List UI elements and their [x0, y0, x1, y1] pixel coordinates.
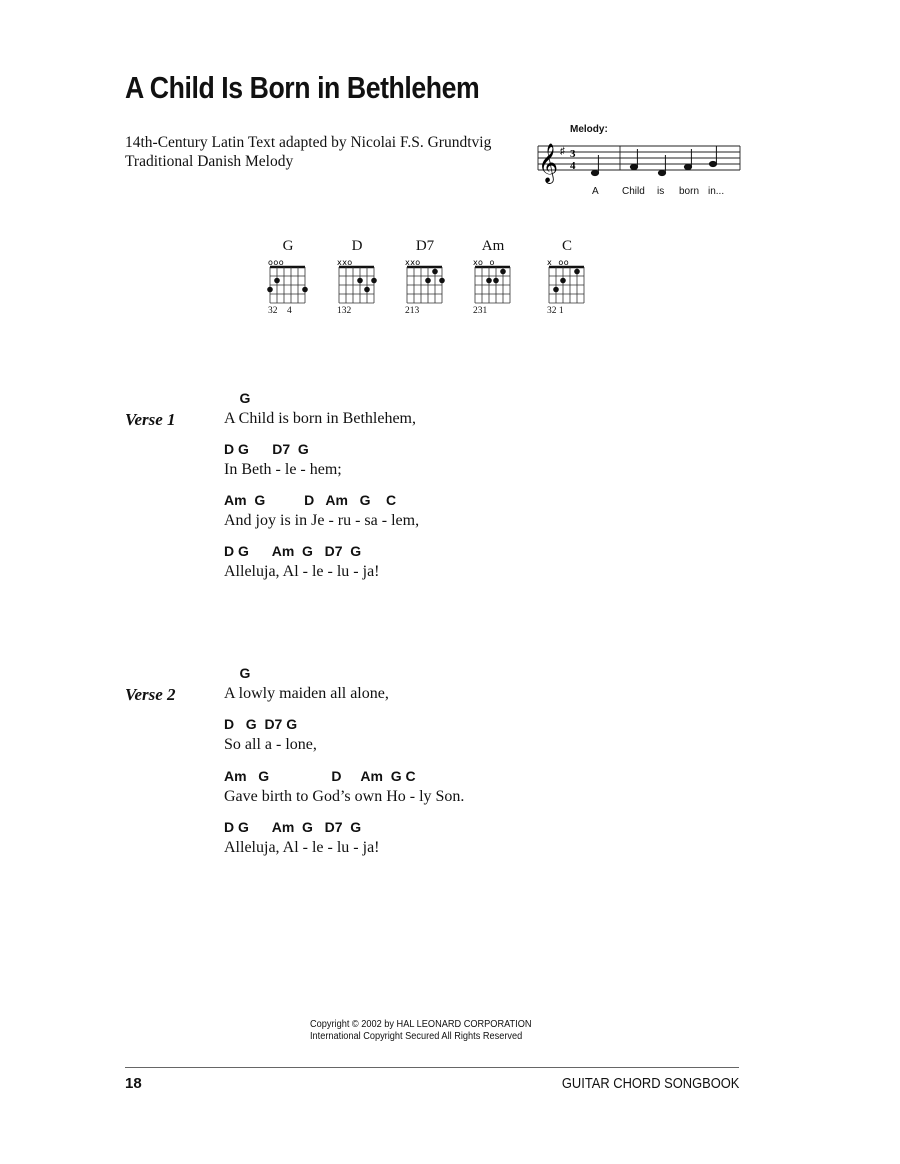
chord-diagram-d: [327, 238, 387, 316]
lyric-line: A Child is born in Bethlehem,: [224, 410, 416, 427]
open-string-marks: x oo: [547, 258, 570, 267]
melody-lyric: is: [657, 186, 665, 197]
finger-dot: [439, 278, 445, 284]
chord-diagram-g: [258, 238, 318, 316]
chord-diagram-d7: [395, 238, 455, 316]
melody-lyric: A: [592, 186, 599, 197]
song-title: A Child Is Born in Bethlehem: [125, 70, 480, 105]
fingering-numbers: 231: [473, 306, 488, 316]
finger-dot: [486, 278, 492, 284]
finger-dot: [267, 287, 273, 293]
time-signature-bottom: 4: [570, 160, 576, 172]
lyric-line: Gave birth to God’s own Ho - ly Son.: [224, 788, 465, 805]
fretboard-grid: [258, 255, 318, 307]
copyright-line: Copyright © 2002 by HAL LEONARD CORPORATION: [310, 1019, 532, 1030]
chord-line: G: [224, 390, 251, 406]
fretboard-grid: [395, 255, 455, 307]
finger-dot: [574, 269, 580, 275]
chord-line: D G Am G D7 G: [224, 819, 362, 835]
verse-1-label: Verse 1: [125, 410, 176, 429]
chord-line: Am G D Am G C: [224, 768, 416, 784]
lyric-line: So all a - lone,: [224, 736, 317, 753]
lyric-line: In Beth - le - hem;: [224, 461, 342, 478]
open-string-marks: ooo: [268, 258, 285, 267]
open-string-marks: xxo: [337, 258, 353, 267]
melody-note: [709, 161, 716, 166]
open-string-marks: xo o: [473, 258, 495, 267]
finger-dot: [302, 287, 308, 293]
chord-diagram-name: D7: [415, 238, 435, 254]
chord-line: Am G D Am G C: [224, 492, 397, 508]
lyric-line: A lowly maiden all alone,: [224, 685, 389, 702]
chord-line: D G Am G D7 G: [224, 543, 362, 559]
chord-diagram-name: C: [561, 238, 572, 254]
finger-dot: [493, 278, 499, 284]
chord-diagram-name: G: [282, 238, 294, 254]
composer-credit: Traditional Danish Melody: [125, 153, 294, 170]
melody-lyric: Child: [622, 186, 645, 197]
melody-lyric: born: [679, 186, 700, 197]
chord-diagram-am: [463, 238, 523, 316]
melody-note: [658, 170, 665, 175]
finger-dot: [371, 278, 377, 284]
book-name: GUITAR CHORD SONGBOOK: [561, 1075, 739, 1092]
finger-dot: [432, 269, 438, 275]
chord-line: D G D7 G: [224, 441, 309, 457]
melody-note: [630, 164, 637, 169]
fingering-numbers: 132: [337, 306, 352, 316]
lyric-line: Alleluja, Al - le - lu - ja!: [224, 839, 380, 856]
lyric-line: Alleluja, Al - le - lu - ja!: [224, 563, 380, 580]
finger-dot: [553, 287, 559, 293]
page-number: 18: [125, 1075, 142, 1092]
finger-dot: [500, 269, 506, 275]
finger-dot: [357, 278, 363, 284]
verse-2-label: Verse 2: [125, 685, 176, 704]
time-signature-top: 3: [570, 148, 576, 160]
open-string-marks: xxo: [405, 258, 421, 267]
fretboard-grid: [327, 255, 387, 307]
finger-dot: [364, 287, 370, 293]
fretboard-grid: [537, 255, 597, 307]
copyright-line: International Copyright Secured All Rights Reserved: [310, 1031, 523, 1042]
chord-line: G: [224, 665, 251, 681]
chord-diagram-name: Am: [481, 238, 505, 254]
treble-clef-icon: 𝄞: [538, 143, 559, 183]
finger-dot: [425, 278, 431, 284]
lyricist-credit: 14th-Century Latin Text adapted by Nicolai F.S. Grundtvig: [125, 134, 492, 151]
key-signature-sharp-icon: ♯: [560, 146, 565, 157]
footer-divider: [125, 1067, 739, 1068]
finger-dot: [274, 278, 280, 284]
fingering-numbers: 32 1: [547, 306, 564, 316]
fretboard-grid: [463, 255, 523, 307]
chord-diagram-c: [537, 238, 597, 316]
chord-diagram-name: D: [351, 238, 363, 254]
melody-lyric: in...: [708, 186, 725, 197]
melody-note: [591, 170, 598, 175]
lyric-line: And joy is in Je - ru - sa - lem,: [224, 512, 420, 529]
fingering-numbers: 32 4: [268, 306, 292, 316]
melody-note: [684, 164, 691, 169]
fingering-numbers: 213: [405, 306, 420, 316]
melody-label: Melody:: [570, 124, 608, 135]
finger-dot: [560, 278, 566, 284]
chord-line: D G D7 G: [224, 716, 298, 732]
